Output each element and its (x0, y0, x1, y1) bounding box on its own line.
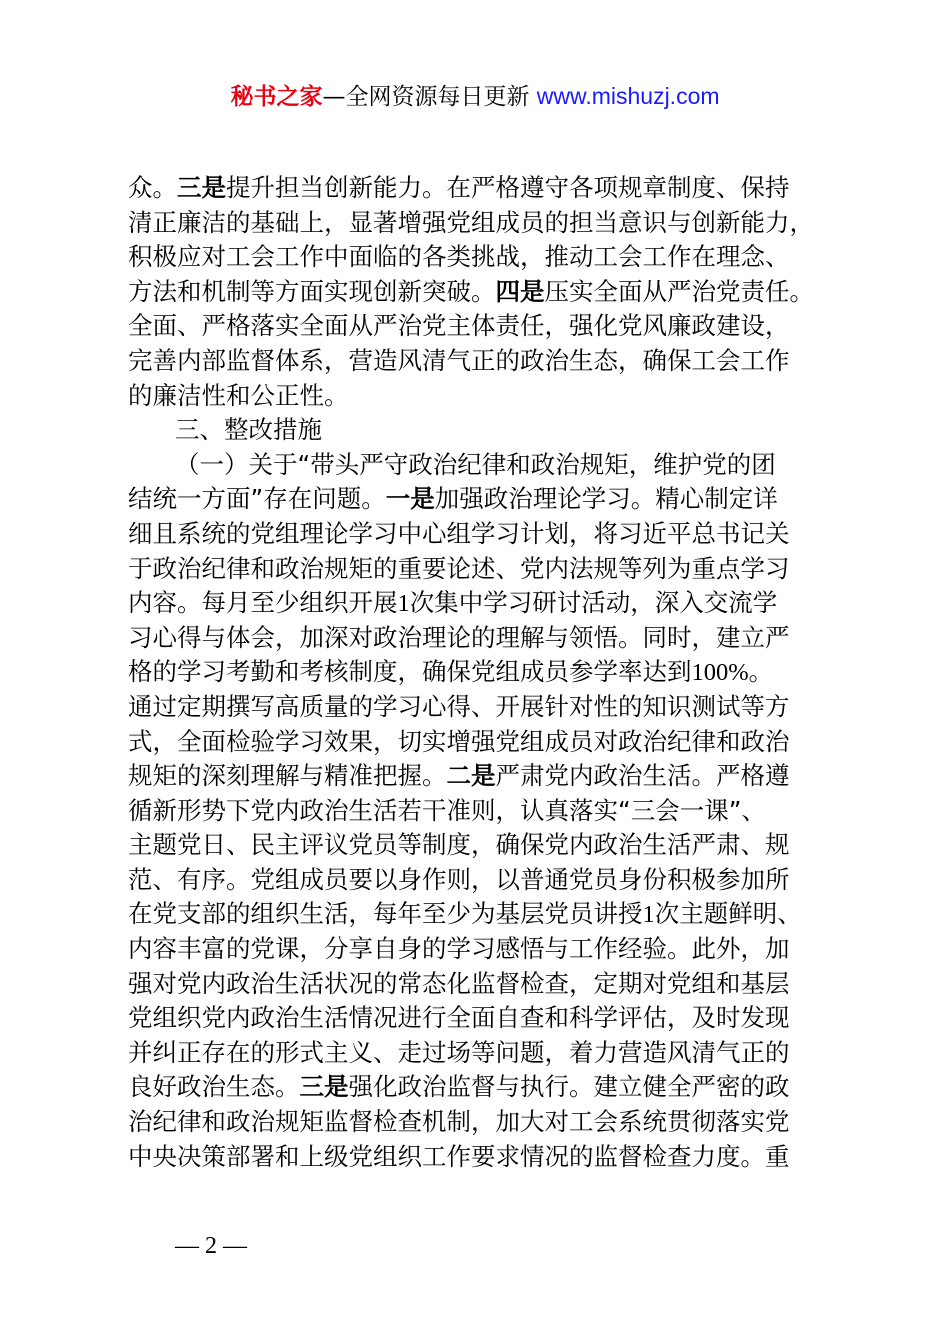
text-line: 中央决策部署和上级党组织工作要求情况的监督检查力度。重 (128, 1141, 790, 1171)
text-line: 循新形势下党内政治生活若干准则，认真落实“三会一课”、 (128, 795, 766, 825)
text-line: 积极应对工会工作中面临的各类挑战，推动工会工作在理念、 (128, 242, 790, 272)
text-line: 规矩的深刻理解与精准把握。二是严肃党内政治生活。严格遵 (128, 761, 790, 791)
text-line: 党组织党内政治生活情况进行全面自查和科学评估，及时发现 (128, 1003, 790, 1033)
page-number: — 2 — (175, 1233, 247, 1259)
text-line: （一）关于“带头严守政治纪律和政治规矩，维护党的团 (175, 449, 776, 479)
text-line: 内容。每月至少组织开展1次集中学习研讨活动，深入交流学 (128, 588, 778, 618)
text-line: 细且系统的党组理论学习中心组学习计划，将习近平总书记关 (128, 518, 790, 548)
document-body (128, 171, 848, 1174)
text-line: 完善内部监督体系，营造风清气正的政治生态，确保工会工作 (128, 345, 790, 375)
text-line: 全面、严格落实全面从严治党主体责任，强化党风廉政建设， (128, 311, 790, 341)
text-line: 习心得与体会，加深对政治理论的理解与领悟。同时，建立严 (128, 622, 790, 652)
text-line: 并纠正存在的形式主义、走过场等问题，着力营造风清气正的 (128, 1037, 790, 1067)
site-url-link[interactable]: www.mishuzj.com (536, 83, 720, 109)
text-line: 良好政治生态。三是强化政治监督与执行。建立健全严密的政 (128, 1072, 790, 1102)
text-line: 治纪律和政治规矩监督检查机制，加大对工会系统贯彻落实党 (128, 1107, 790, 1137)
text-line: 范、有序。党组成员要以身作则，以普通党员身份积极参加所 (128, 864, 790, 894)
ordinal-marker: 三是 (299, 1072, 349, 1102)
text-line: 通过定期撰写高质量的学习心得、开展针对性的知识测试等方 (128, 691, 790, 721)
text-line: 格的学习考勤和考核制度，确保党组成员参学率达到100%。 (128, 657, 774, 687)
text-line: 主题党日、民主评议党员等制度，确保党内政治生活严肃、规 (128, 830, 790, 860)
brand-name: 秘书之家 (230, 84, 323, 110)
site-header (0, 80, 950, 113)
text-line: 方法和机制等方面实现创新突破。四是压实全面从严治党责任。 (128, 276, 814, 306)
text-line: 的廉洁性和公正性。 (128, 380, 349, 410)
ordinal-marker: 三是 (177, 173, 226, 202)
section-heading: 三、整改措施 (175, 415, 322, 445)
header-tagline: —全网资源每日更新 (322, 84, 537, 110)
text-line: 清正廉洁的基础上，显著增强党组成员的担当意识与创新能力， (128, 207, 814, 237)
text-line: 内容丰富的党课，分享自身的学习感悟与工作经验。此外，加 (128, 934, 790, 964)
ordinal-marker: 四是 (495, 276, 545, 306)
text-line: 式，全面检验学习效果，切实增强党组成员对政治纪律和政治 (128, 726, 790, 756)
ordinal-marker: 二是 (446, 761, 496, 791)
ordinal-marker: 一是 (385, 484, 435, 514)
text-line: 于政治纪律和政治规矩的重要论述、党内法规等列为重点学习 (128, 553, 790, 583)
text-line: 结统一方面”存在问题。一是加强政治理论学习。精心制定详 (128, 484, 778, 514)
text-line: 众。三是提升担当创新能力。在严格遵守各项规章制度、保持 (128, 173, 790, 202)
text-line: 强对党内政治生活状况的常态化监督检查，定期对党组和基层 (128, 968, 790, 998)
text-line: 在党支部的组织生活，每年至少为基层党员讲授1次主题鲜明、 (128, 899, 802, 929)
